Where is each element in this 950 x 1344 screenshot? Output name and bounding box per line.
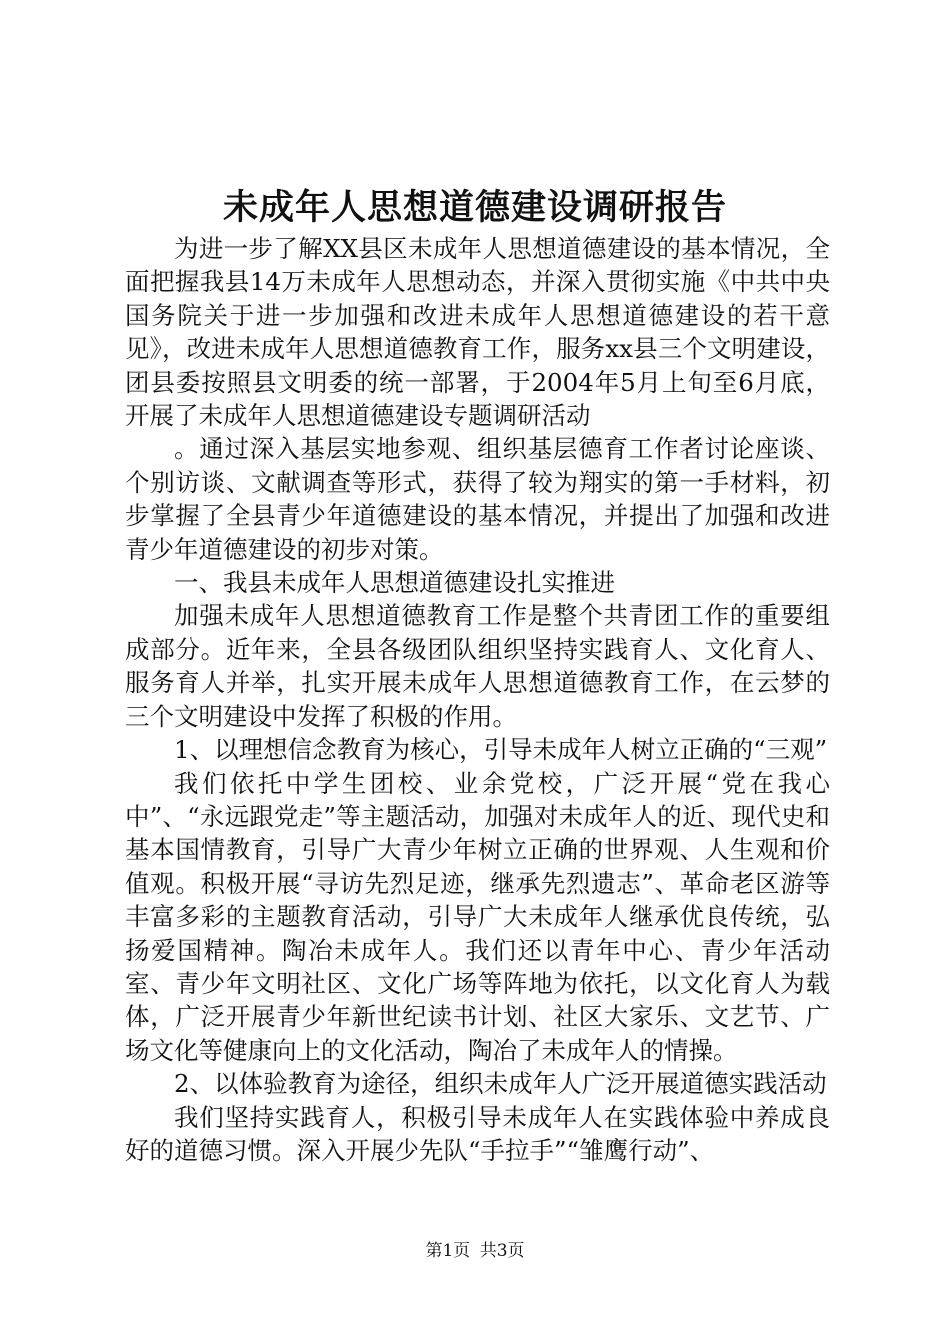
paragraph-method: 。通过深入基层实地参观、组织基层德育工作者讨论座谈、个别访谈、文献调查等形式，获得了较为翔实的第一手材料，初步掌握了全县青少年道德建设的基本情况，并提出了加强和改进青少年道德建设的初步对策。 bbox=[125, 434, 830, 564]
paragraph-subsection-2: 我们坚持实践育人，积极引导未成年人在实践体验中养成良好的道德习惯。深入开展少先队“手拉手”“雏鹰行动”、 bbox=[125, 1102, 830, 1165]
paragraph-section-1: 加强未成年人思想道德教育工作是整个共青团工作的重要组成部分。近年来，全县各级团队组织坚持实践育人、文化育人、服务育人并举，扎实开展未成年人思想道德教育工作，在云梦的三个文明建设中发挥了积极的作用。 bbox=[125, 601, 830, 731]
section-heading-1: 一、我县未成年人思想道德建设扎实推进 bbox=[174, 568, 615, 598]
paragraph-subsection-1: 我们依托中学生团校、业余党校，广泛开展“党在我心中”、“永远跟党走”等主题活动，加强对未成年人的近、现代史和基本国情教育，引导广大青少年树立正确的世界观、人生观和价值观。积极开展“寻访先烈足迹，继承先烈遗志”、革命老区游等丰富多彩的主题教育活动，引导广大未成年人继承优良传统，弘扬爱国精神。陶冶未成年人。我们还以青年中心、青少年活动室、青少年文明社区、文化广场等阵地为依托，以文化育人为载体，广泛开展青少年新世纪读书计划、社区大家乐、文艺节、广场文化等健康向上的文化活动，陶冶了未成年人的情操。 bbox=[125, 768, 830, 1065]
document-title: 未成年人思想道德建设调研报告 bbox=[222, 187, 727, 228]
document-body bbox=[125, 232, 830, 1167]
page-total: 共3页 bbox=[479, 1241, 525, 1261]
subsection-heading-1: 1、以理想信念教育为核心，引导未成年人树立正确的“三观” bbox=[174, 735, 828, 765]
paragraph-intro: 为进一步了解XX县区未成年人思想道德建设的基本情况，全面把握我县14万未成年人思想动态，并深入贯彻实施《中共中央国务院关于进一步加强和改进未成年人思想道德建设的若干意见》，改进未成年人思想道德教育工作，服务xx县三个文明建设，团县委按照县文明委的统一部署，于2004年5月上旬至6月底，开展了未成年人思想道德建设专题调研活动 bbox=[125, 234, 830, 431]
page-footer bbox=[0, 1239, 950, 1263]
page-number: 第1页 bbox=[425, 1241, 471, 1261]
subsection-heading-2: 2、以体验教育为途径，组织未成年人广泛开展道德实践活动 bbox=[174, 1069, 827, 1099]
